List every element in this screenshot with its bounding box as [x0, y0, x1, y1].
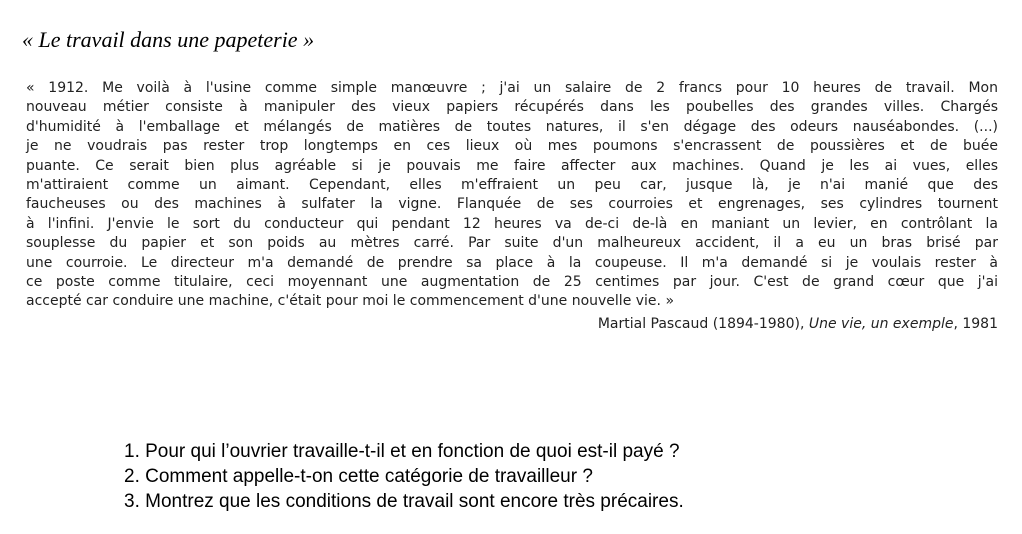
question-list — [124, 439, 684, 514]
quote-line: à l'infini. J'envie le sort du conducteur qui pendant 12 heures va de-ci de-là en maniant un levier, en contrôlant la — [26, 215, 998, 232]
question-item: 2. Comment appelle-t-on cette catégorie de travailleur ? — [124, 466, 593, 487]
quote-line: d'humidité à l'emballage et mélangés de matières de toutes natures, il s'en dégage des odeurs nauséabondes. (...) — [26, 118, 998, 135]
question-item: 3. Montrez que les conditions de travail sont encore très précaires. — [124, 491, 684, 512]
quote-line: « 1912. Me voilà à l'usine comme simple manœuvre ; j'ai un salaire de 2 francs pour 10 heures de travail. Mon — [26, 80, 998, 96]
quote-line: m'attiraient comme un aimant. Cependant, elles m'effraient un peu car, jusque là, je n'ai manié que des — [26, 176, 998, 193]
quote-line: faucheuses ou des machines à sulfater la vigne. Flanquée de ses courroies et engrenages, ses cylindres tournent — [26, 196, 998, 213]
source-citation — [26, 314, 998, 334]
quote-line: puante. Ce serait bien plus agréable si je pouvais me faire affecter aux machines. Quand je les ai vues, elles — [26, 157, 998, 174]
quote-line: je ne voudrais pas rester trop longtemps en ces lieux où mes poumons s'encrassent de poussières et de buée — [26, 138, 998, 155]
quote-line: accepté car conduire une machine, c'était pour moi le commencement d'une nouvelle vie. » — [26, 293, 675, 310]
document-title: « Le travail dans une papeterie » — [22, 27, 315, 52]
quote-block — [26, 79, 998, 334]
source-work: Une vie, un exemple — [808, 315, 954, 332]
source-year: , 1981 — [953, 315, 998, 332]
quote-line: ce poste comme titulaire, ceci moyennant une augmentation de 25 centimes par jour. C'est de grand cœur que j'ai — [26, 273, 998, 290]
question-item: 1. Pour qui l’ouvrier travaille-t-il et en fonction de quoi est-il payé ? — [124, 441, 680, 462]
source-author: Martial Pascaud (1894-1980), — [597, 315, 805, 332]
quote-line: souplesse du papier et son poids au mètres carré. Par suite d'un malheureux accident, il a eu un bras brisé par — [26, 235, 998, 252]
quote-line: une courroie. Le directeur m'a demandé de prendre sa place à la coupeuse. Il m'a demandé si je voulais rester à — [26, 254, 998, 271]
quote-line: nouveau métier consiste à manipuler des vieux papiers récupérés dans les poubelles des grandes villes. Chargés — [26, 99, 998, 116]
